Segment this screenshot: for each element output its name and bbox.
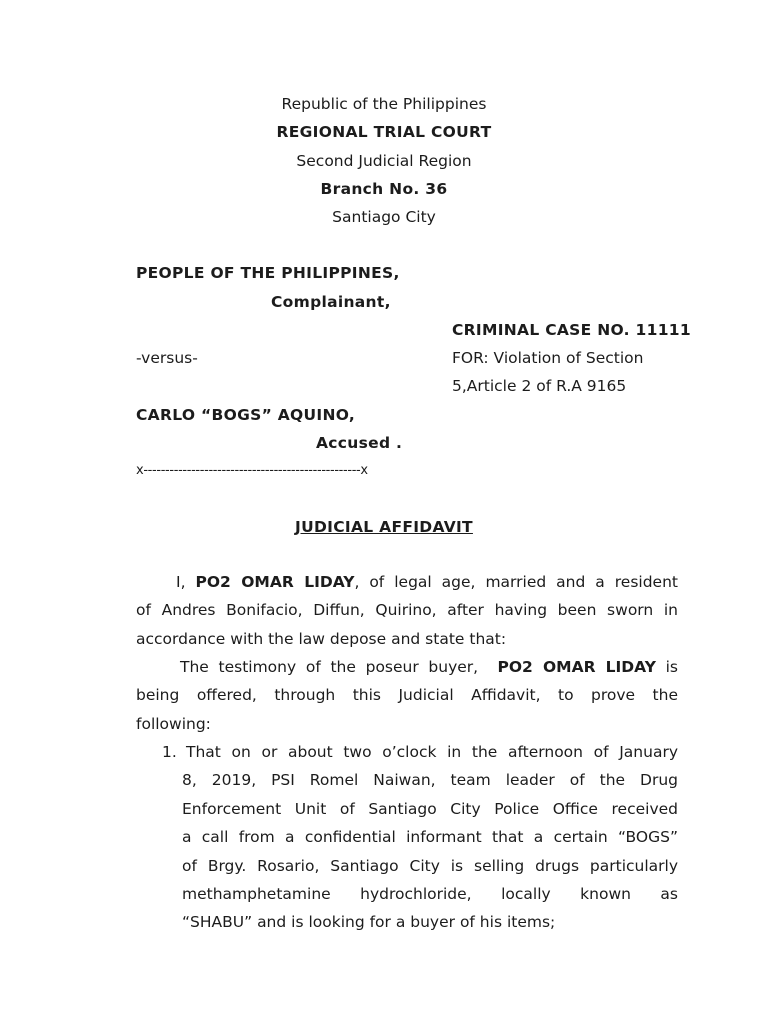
- document-title: JUDICIAL AFFIDAVIT: [295, 518, 473, 536]
- header-court: REGIONAL TRIAL COURT: [276, 123, 492, 141]
- list-item-line: Enforcement Unit of Santiago City Police Office received: [182, 799, 678, 818]
- intro-paragraph: [136, 568, 678, 653]
- header-republic: Republic of the Philippines: [281, 95, 487, 113]
- purpose-line-2: being offered, through this Judicial Affidavit, to prove the: [136, 686, 678, 705]
- list-item-line: a call from a confidential informant that a certain “BOGS”: [182, 828, 678, 847]
- list-item-line: 8, 2019, PSI Romel Naiwan, team leader of the Drug: [182, 771, 678, 790]
- list-item-line: “SHABU” and is looking for a buyer of his items;: [182, 913, 556, 932]
- purpose-paragraph: [136, 653, 678, 738]
- list-item-line: of Brgy. Rosario, Santiago City is selling drugs particularly: [182, 856, 678, 875]
- caption-offense-line-1: FOR: Violation of Section: [452, 349, 644, 367]
- list-item-line: methamphetamine hydrochloride, locally known as: [182, 885, 678, 904]
- intro-line-1: [136, 568, 678, 596]
- affiant-name: PO2 OMAR LIDAY: [195, 573, 355, 591]
- intro-prefix: I,: [176, 573, 196, 591]
- witness-name: PO2 OMAR LIDAY: [497, 658, 656, 676]
- caption-accused-role: Accused .: [316, 434, 403, 452]
- caption-case-number: CRIMINAL CASE NO. 11111: [452, 321, 691, 339]
- caption-accused: CARLO “BOGS” AQUINO,: [136, 406, 356, 424]
- purpose-line-3: following:: [136, 714, 211, 733]
- purpose-prefix: The testimony of the poseur buyer,: [180, 658, 479, 676]
- intro-line-1-rest: , of legal age, married and a resident: [354, 573, 678, 591]
- caption-versus: -versus-: [136, 349, 198, 367]
- header-city: Santiago City: [332, 208, 436, 226]
- list-item-line: That on or about two o’clock in the afternoon of January: [186, 743, 678, 761]
- list-item-body: [182, 738, 678, 937]
- purpose-suffix: is: [665, 658, 679, 676]
- caption-separator: x--------------------------------------------------x: [136, 463, 368, 478]
- intro-line-3: accordance with the law depose and state that:: [136, 629, 507, 648]
- purpose-line-1: [136, 653, 678, 681]
- intro-line-2: of Andres Bonifacio, Diffun, Quirino, after having been sworn in: [136, 601, 678, 620]
- header-region: Second Judicial Region: [296, 152, 472, 170]
- caption-offense-line-2: 5,Article 2 of R.A 9165: [452, 377, 627, 395]
- list-item-number: 1.: [162, 743, 177, 761]
- caption-plaintiff: PEOPLE OF THE PHILIPPINES,: [136, 264, 400, 282]
- header-branch: Branch No. 36: [320, 180, 448, 198]
- caption-plaintiff-role: Complainant,: [271, 293, 391, 311]
